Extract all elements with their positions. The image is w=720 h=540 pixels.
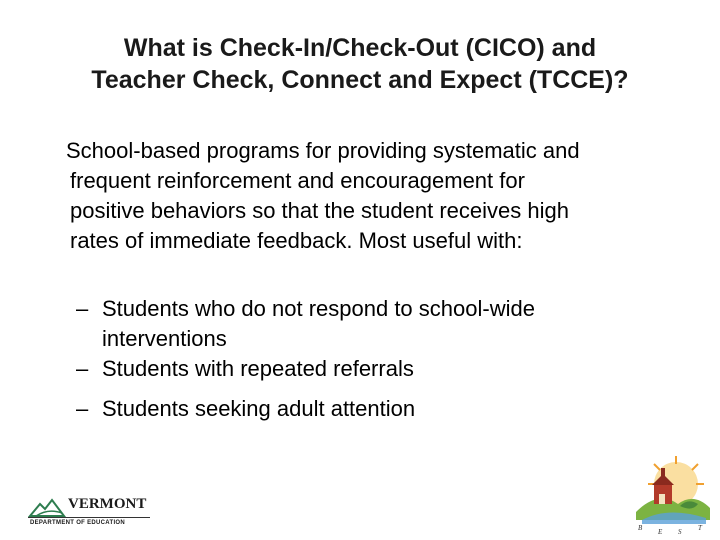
- intro-line: frequent reinforcement and encouragement for: [70, 168, 525, 193]
- list-item-line: Students seeking adult attention: [102, 396, 416, 421]
- intro-line: positive behaviors so that the student receives high: [70, 198, 569, 223]
- best-letter: E: [658, 528, 663, 536]
- list-item-line: Students who do not respond to school-wide: [102, 296, 535, 321]
- best-letter: B: [638, 524, 643, 532]
- best-letters: [628, 454, 714, 536]
- vermont-department-label: DEPARTMENT OF EDUCATION: [30, 520, 126, 526]
- dash-marker: –: [76, 296, 89, 321]
- slide-title-line: Teacher Check, Connect and Expect (TCCE)?: [91, 66, 629, 94]
- intro-line: rates of immediate feedback. Most useful with:: [70, 228, 523, 253]
- vermont-wordmark: VERMONT: [68, 496, 147, 512]
- bullet-list: [76, 294, 676, 434]
- intro-line: School-based programs for providing systematic and: [66, 138, 580, 163]
- best-logo: [628, 454, 714, 536]
- dash-marker: –: [76, 396, 89, 421]
- logo-divider: [28, 517, 150, 518]
- mountain-icon: [28, 496, 72, 518]
- list-item-line: interventions: [102, 326, 227, 351]
- list-item-line: Students with repeated referrals: [102, 356, 414, 381]
- best-letter: S: [678, 528, 682, 536]
- list-item: [76, 354, 676, 384]
- slide-title: [40, 32, 680, 96]
- best-letter: T: [698, 524, 702, 532]
- vermont-logo: [28, 496, 152, 532]
- slide-title-line: What is Check-In/Check-Out (CICO) and: [123, 34, 597, 62]
- list-item: [76, 394, 676, 424]
- intro-paragraph: [66, 136, 680, 256]
- list-item: [76, 294, 676, 354]
- dash-marker: –: [76, 356, 89, 381]
